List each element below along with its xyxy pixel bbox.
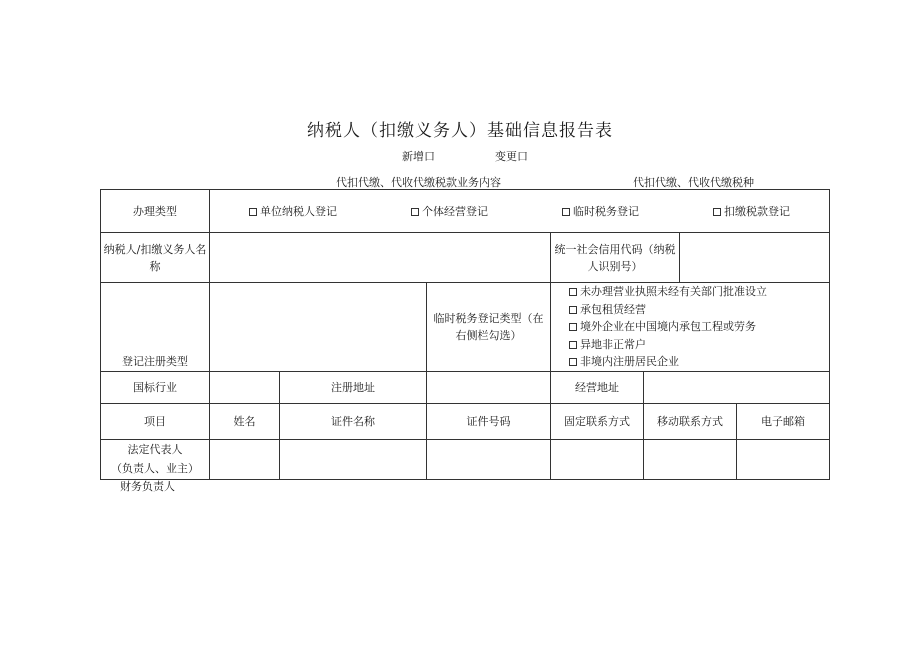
handle-type-option-temporary[interactable]: 临时税务登记 bbox=[562, 203, 639, 220]
legal-rep-email-field[interactable] bbox=[737, 439, 830, 479]
col-item: 项目 bbox=[101, 403, 210, 439]
temp-option-unlicensed[interactable]: 未办理营业执照未经有关部门批准设立 bbox=[569, 283, 827, 301]
biz-address-field[interactable] bbox=[644, 371, 830, 403]
registration-row bbox=[101, 283, 830, 372]
checkbox-icon[interactable] bbox=[569, 358, 577, 366]
option-new[interactable]: 新增口 bbox=[402, 150, 435, 163]
taxpayer-name-label: 纳税人/扣缴义务人名称 bbox=[101, 233, 210, 283]
handle-type-row bbox=[101, 190, 830, 233]
temp-type-options bbox=[551, 283, 830, 372]
contact-header-row bbox=[101, 403, 830, 439]
col-landline: 固定联系方式 bbox=[551, 403, 644, 439]
form-title: 纳税人（扣缴义务人）基础信息报告表 bbox=[307, 121, 613, 141]
biz-address-label: 经营地址 bbox=[551, 371, 644, 403]
address-row bbox=[101, 371, 830, 403]
col-email: 电子邮箱 bbox=[737, 403, 830, 439]
reg-type-label: 登记注册类型 bbox=[101, 283, 210, 372]
temp-option-nonresident[interactable]: 非境内注册居民企业 bbox=[569, 353, 827, 371]
legal-rep-label: 法定代表人 bbox=[127, 443, 183, 456]
subheader-withholding-content: 代扣代缴、代收代缴税款业务内容 bbox=[336, 176, 501, 189]
legal-rep-mobile-field[interactable] bbox=[644, 439, 737, 479]
handle-type-option-unit[interactable]: 单位纳税人登记 bbox=[249, 203, 337, 220]
credit-code-field[interactable] bbox=[680, 233, 830, 282]
col-id-number: 证件号码 bbox=[427, 403, 551, 439]
col-name: 姓名 bbox=[210, 403, 280, 439]
checkbox-icon[interactable] bbox=[562, 208, 570, 216]
finance-label: 财务负责人 bbox=[120, 480, 175, 493]
checkbox-icon[interactable] bbox=[569, 323, 577, 331]
legal-rep-id-number-field[interactable] bbox=[427, 439, 551, 479]
checkbox-icon[interactable] bbox=[569, 288, 577, 296]
col-mobile: 移动联系方式 bbox=[644, 403, 737, 439]
handle-type-options bbox=[210, 190, 830, 233]
legal-rep-row bbox=[101, 439, 830, 479]
temp-option-abnormal[interactable]: 异地非正常户 bbox=[569, 336, 827, 354]
reg-address-label: 注册地址 bbox=[280, 371, 427, 403]
taxpayer-row bbox=[101, 233, 830, 283]
industry-field[interactable] bbox=[210, 371, 280, 403]
option-change[interactable]: 变更口 bbox=[495, 150, 528, 163]
checkbox-icon[interactable] bbox=[249, 208, 257, 216]
legal-rep-landline-field[interactable] bbox=[551, 439, 644, 479]
handle-type-option-withholding[interactable]: 扣缴税款登记 bbox=[713, 203, 790, 220]
reg-address-field[interactable] bbox=[427, 371, 551, 403]
checkbox-icon[interactable] bbox=[713, 208, 721, 216]
legal-rep-name-field[interactable] bbox=[210, 439, 280, 479]
credit-code-label: 统一社会信用代码（纳税人识别号） bbox=[551, 233, 680, 282]
checkbox-icon[interactable] bbox=[411, 208, 419, 216]
temp-type-label: 临时税务登记类型（在右侧栏勾选） bbox=[427, 283, 551, 372]
temp-option-contract-lease[interactable]: 承包租赁经营 bbox=[569, 301, 827, 319]
taxpayer-name-field[interactable] bbox=[210, 233, 551, 283]
legal-rep-id-type-field[interactable] bbox=[280, 439, 427, 479]
temp-option-foreign-contract[interactable]: 境外企业在中国境内承包工程或劳务 bbox=[569, 318, 827, 336]
credit-code-split bbox=[551, 233, 830, 283]
checkbox-icon[interactable] bbox=[569, 306, 577, 314]
legal-rep-label-cell bbox=[101, 439, 210, 479]
legal-rep-note: （负责人、业主） bbox=[111, 462, 199, 475]
basic-info-table bbox=[100, 189, 830, 480]
subheader-withholding-tax-types: 代扣代缴、代收代缴税种 bbox=[633, 176, 754, 189]
industry-label: 国标行业 bbox=[101, 371, 210, 403]
handle-type-option-individual[interactable]: 个体经营登记 bbox=[411, 203, 488, 220]
col-id-type: 证件名称 bbox=[280, 403, 427, 439]
checkbox-icon[interactable] bbox=[569, 341, 577, 349]
handle-type-label: 办理类型 bbox=[101, 190, 210, 233]
reg-type-field[interactable] bbox=[210, 283, 427, 372]
